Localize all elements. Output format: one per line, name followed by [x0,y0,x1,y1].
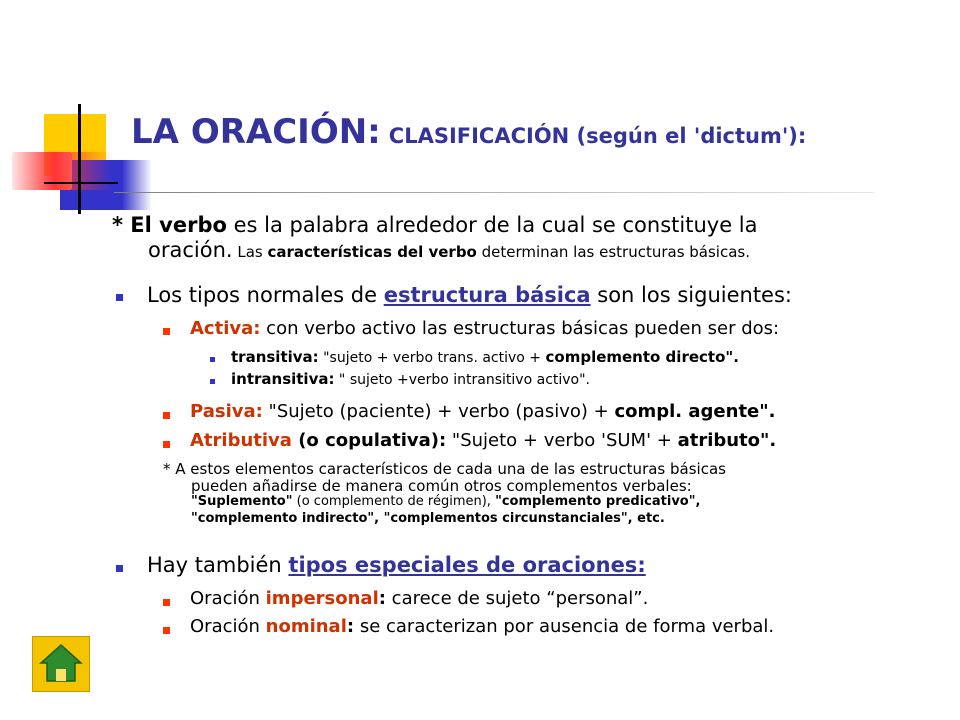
bullet-activa [163,328,170,335]
nominal-text: se caracterizan por ausencia de forma verbal. [354,616,775,637]
home-button[interactable] [32,636,90,692]
bullet-intransitiva [210,379,215,384]
impersonal-line [190,588,648,609]
intransitiva-line [231,370,590,388]
bullet-section-2 [116,565,123,572]
label-nominal: nominal [265,616,347,637]
intro-bold-caracteristicas: características del verbo [267,243,477,261]
bullet-impersonal [163,599,170,606]
note-line-4: "complemento indirecto", "complementos circunstanciales", etc. [191,511,665,526]
label-pasiva: Pasiva: [190,401,263,422]
bullet-atributiva [163,441,170,448]
intro-text-determinan: determinan las estructuras básicas. [476,243,750,261]
note-suplemento: "Suplemento" [191,494,293,509]
bullet-nominal [163,627,170,634]
impersonal-prefix: Oración [190,588,266,609]
activa-line [190,318,779,339]
nominal-prefix: Oración [190,616,266,637]
link-tipos-especiales[interactable]: tipos especiales de oraciones [288,553,638,577]
section-2-text: Hay también [147,553,289,577]
transitiva-text: "sujeto + verbo trans. activo + [318,350,546,366]
pasiva-line [190,401,775,422]
transitiva-bold: complemento directo". [545,348,739,366]
intro-line-2 [148,238,750,262]
activa-text: con verbo activo las estructuras básicas pueden ser dos: [260,318,780,339]
slide-title [131,112,806,152]
intro-line-1 [112,213,758,237]
section-1-text: Los tipos normales de [147,283,384,307]
intro-text-oracion: oración. [148,238,233,262]
note-line-3 [191,494,700,509]
section-2-line [147,553,646,577]
home-icon [33,637,89,691]
label-intransitiva: intransitiva: [231,370,335,388]
nominal-line [190,616,774,637]
pasiva-bold: compl. agente". [614,401,776,422]
note-line-1: * A estos elementos característicos de cada una de las estructuras básicas [163,460,726,478]
intro-text-1: es la palabra alrededor de la cual se constituye la [226,213,758,237]
atributiva-line [190,430,776,451]
label-copulativa: (o copulativa): [291,430,447,451]
label-impersonal: impersonal [265,588,379,609]
note-regimen: (o complemento de régimen), [292,494,496,509]
label-transitiva: transitiva: [231,348,319,366]
section-1-text-after: son los siguientes: [590,283,792,307]
atributiva-bold: atributo". [677,430,777,451]
bullet-section-1 [116,294,123,301]
note-predicativo: "complemento predicativo", [495,494,701,509]
impersonal-colon: : [378,588,386,609]
note-line-2: pueden añadirse de manera común otros complementos verbales: [191,477,692,495]
impersonal-text: carece de sujeto “personal”. [385,588,649,609]
link-estructura-basica[interactable]: estructura básica [383,283,591,307]
decor-red-bar [12,152,72,190]
decor-horizontal-line [44,182,118,184]
title-main: LA ORACIÓN: [131,112,381,152]
intro-bold-verbo: El verbo [130,213,227,237]
label-atributiva: Atributiva [190,430,292,451]
label-activa: Activa: [190,318,261,339]
intro-text-las: Las [232,243,268,261]
nominal-colon: : [346,616,355,637]
bullet-transitiva [210,357,215,362]
section-2-colon: : [637,553,646,577]
bullet-pasiva [163,412,170,419]
pasiva-text: "Sujeto (paciente) + verbo (pasivo) + [262,401,615,422]
intransitiva-text: " sujeto +verbo intransitivo activo". [334,372,591,388]
title-underline [114,192,874,193]
transitiva-line [231,348,739,366]
decor-vertical-line [78,104,81,214]
intro-star: * [112,213,131,237]
title-subtitle: CLASIFICACIÓN (según el 'dictum'): [388,124,807,148]
section-1-line [147,283,792,307]
atributiva-text: "Sujeto + verbo 'SUM' + [446,430,678,451]
decor-blue-fade [122,160,152,210]
